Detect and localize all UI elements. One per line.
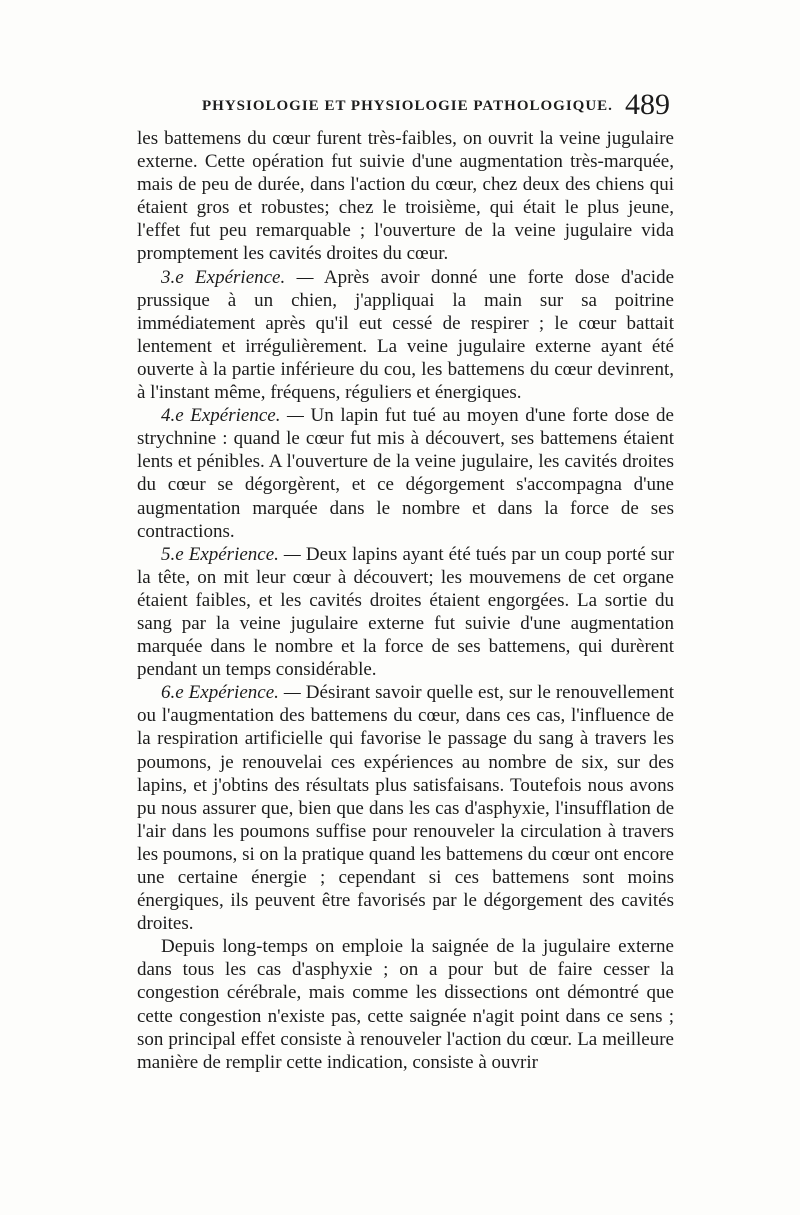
paragraph-experience-6 <box>137 681 674 935</box>
paragraph-experience-5 <box>137 543 674 682</box>
paragraph-text: Après avoir donné une forte dose d'acide prussique à un chien, j'appliquai la main sur sa poitrine immédiatement après qu'il eut cessé de respirer ; le cœur battait lentement et irrégulièrement. La veine jugulaire externe ayant été ouverte à la partie inférieure du cou, les battemens du cœur devinrent, à l'instant même, fréquens, réguliers et énergiques. <box>137 266 675 404</box>
paragraph-text: Depuis long-temps on emploie la saignée de la jugulaire externe dans tous les cas d'asphyxie ; on a pour but de faire cesser la congestion cérébrale, mais comme les dissections ont démontré que cette congestion n'existe pas, cette saignée n'agit point dans ce sens ; son principal effet consiste à renouveler l'action du cœur. La meilleure manière de remplir cette indication, consiste à ouvrir <box>137 936 674 1073</box>
paragraph-text: Désirant savoir quelle est, sur le renouvellement ou l'augmentation des battemens du cœur, dans ces cas, l'influence de la respiration artificielle qui favorise le passage du sang à travers les poumons, je renouvelai ces expériences au nombre de six, sur des lapins, et j'obtins des résultats plus satisfaisans. Toutefois nous avons pu nous assurer que, bien que dans les cas d'asphyxie, l'insufflation de l'air dans les poumons suffise pour renouveler la circulation à travers les poumons, si on la pratique quand les battemens du cœur ont encore une certaine énergie ; cependant si ces battemens sont moins énergiques, ils peuvent être favorisés par le dégorgement des cavités droites. <box>137 682 675 935</box>
page-number: 489 <box>625 88 670 121</box>
experience-label: 5.e Expérience. — <box>161 543 301 565</box>
experience-label: 4.e Expérience. — <box>161 405 304 427</box>
paragraph-continuation <box>137 127 674 266</box>
page-header <box>130 88 670 128</box>
paragraph-text: les battemens du cœur furent très-faibles, on ouvrit la veine jugulaire externe. Cette opération fut suivie d'une augmentation très-marquée, mais de peu de durée, dans l'action du cœur, chez deux des chiens qui étaient gros et robustes; chez le troisième, qui était le plus jeune, l'effet fut peu remarquable ; l'ouverture de la veine jugulaire vida promptement les cavités droites du cœur. <box>137 128 674 265</box>
experience-label: 3.e Expérience. — <box>161 266 314 288</box>
running-title: PHYSIOLOGIE ET PHYSIOLOGIE PATHOLOGIQUE. <box>202 98 613 114</box>
paragraph-conclusion <box>137 935 674 1074</box>
paragraph-experience-3 <box>137 266 674 405</box>
paragraph-text: Deux lapins ayant été tués par un coup porté sur la tête, on mit leur cœur à découvert; les mouvemens de cet organe étaient faibles, et les cavités droites étaient engorgées. La sortie du sang par la veine jugulaire externe fut suivie d'une augmentation marquée dans le nombre et la force de ses battemens, qui durèrent pendant un temps considérable. <box>137 543 674 681</box>
paragraph-experience-4 <box>137 404 674 543</box>
experience-label: 6.e Expérience. — <box>161 682 301 704</box>
body-text <box>137 127 674 1074</box>
paragraph-text: Un lapin fut tué au moyen d'une forte dose de strychnine : quand le cœur fut mis à découvert, ses battemens étaient lents et pénibles. A l'ouverture de la veine jugulaire, les cavités droites du cœur se dégorgèrent, et ce dégorgement s'accompagna d'une augmentation marquée dans le nombre et dans la force de ses contractions. <box>137 405 674 542</box>
